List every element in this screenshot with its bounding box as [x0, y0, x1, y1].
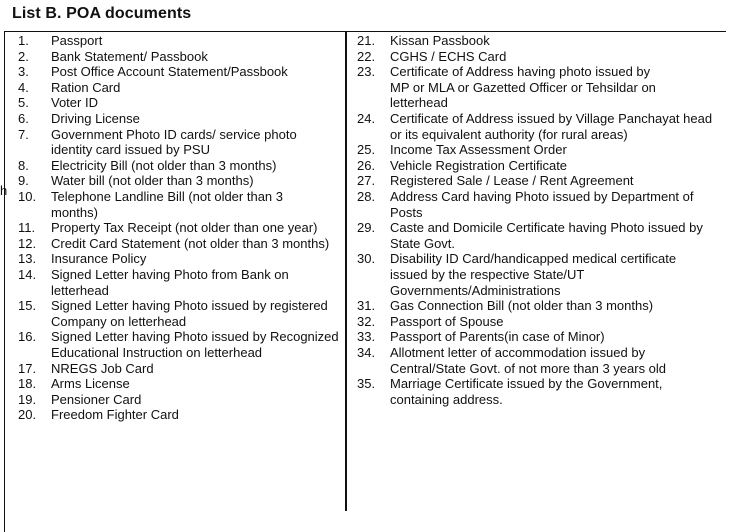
- item-text: [51, 158, 340, 174]
- item-text-line: Allotment letter of accommodation issued by: [390, 345, 646, 360]
- item-text: [51, 298, 340, 329]
- item-number: 25.: [357, 142, 376, 158]
- item-number: 3.: [18, 64, 29, 80]
- item-text-line: identity card issued by PSU: [51, 142, 210, 158]
- item-text-line: Caste and Domicile Certificate having Photo issued by: [390, 220, 703, 236]
- item-number: 34.: [357, 345, 376, 360]
- item-number: 35.: [357, 376, 376, 392]
- item-number: 2.: [18, 48, 29, 64]
- item-text-line: Ration Card: [51, 79, 121, 95]
- item-text: [390, 376, 707, 407]
- item-text-line: State Govt.: [390, 235, 456, 251]
- item-number: 33.: [357, 329, 376, 345]
- item-text: [390, 33, 707, 49]
- item-text-line: letterhead: [51, 282, 109, 298]
- item-text: [51, 407, 340, 423]
- item-text-line: Income Tax Assessment Order: [390, 142, 567, 158]
- item-text: [51, 111, 340, 127]
- item-text-line: Central/State Govt. of not more than 3 years old: [390, 360, 667, 376]
- item-number: 7.: [18, 126, 29, 142]
- item-text: [390, 49, 707, 65]
- item-text-line: Electricity Bill (not older than 3 months): [51, 157, 277, 173]
- item-number: 31.: [357, 298, 376, 314]
- item-text-line: Gas Connection Bill (not older than 3 months): [390, 298, 654, 314]
- item-text: [51, 236, 340, 252]
- item-text: [390, 64, 707, 111]
- item-text-line: Certificate of Address issued by Village Panchayat head: [390, 111, 713, 126]
- item-number: 9.: [18, 173, 29, 189]
- page-title: List B. POA documents: [12, 5, 192, 22]
- item-text: [51, 49, 340, 65]
- item-number: 11.: [18, 220, 36, 236]
- item-text: [51, 376, 340, 392]
- item-text-line: or its equivalent authority (for rural areas): [390, 126, 628, 142]
- item-text-line: Vehicle Registration Certificate: [390, 157, 568, 173]
- item-text-line: Insurance Policy: [51, 251, 147, 267]
- item-text-line: issued by the respective State/UT: [390, 266, 585, 282]
- item-text-line: Signed Letter having Photo issued by registered: [51, 298, 328, 314]
- item-number: 8.: [18, 157, 29, 173]
- item-number: 26.: [357, 157, 376, 173]
- item-number: 22.: [357, 48, 376, 64]
- item-text-line: months): [51, 204, 98, 220]
- item-text: [51, 361, 340, 377]
- item-text-line: Signed Letter having Photo from Bank on: [51, 267, 289, 282]
- item-number: 14.: [18, 267, 37, 282]
- item-text-line: Voter ID: [51, 95, 98, 111]
- item-number: 21.: [357, 33, 376, 48]
- item-text-line: Passport: [51, 33, 103, 48]
- item-number: 20.: [18, 407, 37, 423]
- item-text: [390, 345, 707, 376]
- item-text-line: CGHS / ECHS Card: [390, 48, 507, 64]
- item-text: [51, 95, 340, 111]
- item-text-line: Registered Sale / Lease / Rent Agreement: [390, 173, 634, 189]
- item-number: 6.: [18, 111, 29, 126]
- item-number: 5.: [18, 95, 29, 111]
- item-number: 24.: [357, 111, 376, 126]
- item-text-line: Post Office Account Statement/Passbook: [51, 64, 288, 80]
- item-number: 10.: [18, 189, 37, 204]
- item-text: [51, 80, 340, 96]
- item-number: 19.: [18, 391, 37, 407]
- item-text-line: Telephone Landline Bill (not older than 3: [51, 189, 284, 204]
- item-text-line: Posts: [390, 204, 423, 220]
- item-text-line: Signed Letter having Photo issued by Recognized: [51, 329, 339, 345]
- item-text: [390, 189, 707, 220]
- item-text-line: Government Photo ID cards/ service photo: [51, 126, 297, 142]
- item-number: 30.: [357, 251, 376, 267]
- item-text-line: Water bill (not older than 3 months): [51, 173, 254, 189]
- item-number: 15.: [18, 298, 37, 314]
- item-text-line: Freedom Fighter Card: [51, 407, 179, 423]
- item-number: 13.: [18, 251, 37, 267]
- item-text-line: Arms License: [51, 376, 130, 392]
- item-text-line: NREGS Job Card: [51, 360, 154, 376]
- item-number: 4.: [18, 79, 29, 95]
- item-number: 16.: [18, 329, 37, 345]
- item-text-line: containing address.: [390, 391, 503, 407]
- item-number: 1.: [18, 33, 29, 48]
- item-text: [51, 189, 340, 220]
- item-text-line: Marriage Certificate issued by the Government,: [390, 376, 663, 392]
- item-text: [51, 220, 340, 236]
- item-text-line: Disability ID Card/handicapped medical certificate: [390, 251, 677, 267]
- item-text: [51, 173, 340, 189]
- item-text: [390, 329, 707, 345]
- item-text: [390, 298, 707, 314]
- item-number: 17.: [18, 360, 37, 376]
- item-text-line: Company on letterhead: [51, 313, 187, 329]
- item-number: 12.: [18, 235, 37, 251]
- item-text: [390, 158, 707, 174]
- item-text: [51, 127, 340, 158]
- item-text-line: letterhead: [390, 95, 448, 111]
- item-text-line: Bank Statement/ Passbook: [51, 48, 208, 64]
- item-number: 23.: [357, 64, 376, 80]
- item-text-line: Driving License: [51, 111, 140, 126]
- item-text: [390, 314, 707, 330]
- item-text-line: Kissan Passbook: [390, 33, 490, 48]
- item-text: [51, 64, 340, 80]
- item-text: [51, 267, 340, 298]
- column-divider: [345, 31, 347, 511]
- item-text-line: Educational Instruction on letterhead: [51, 344, 263, 360]
- item-text: [390, 111, 713, 142]
- item-text: [390, 251, 707, 298]
- item-text-line: Governments/Administrations: [390, 282, 561, 298]
- cropped-edge-text: h: [0, 183, 8, 198]
- item-text-line: Pensioner Card: [51, 391, 142, 407]
- item-text-line: MP or MLA or Gazetted Officer or Tehsildar on: [390, 79, 656, 95]
- item-text: [51, 251, 340, 267]
- item-text: [390, 142, 707, 158]
- item-number: 28.: [357, 189, 376, 204]
- item-text: [51, 33, 340, 49]
- item-text: [390, 173, 707, 189]
- item-text: [51, 329, 340, 360]
- item-number: 18.: [18, 376, 37, 392]
- item-number: 32.: [357, 313, 376, 329]
- item-number: 29.: [357, 220, 376, 236]
- item-number: 27.: [357, 173, 376, 189]
- item-text: [51, 392, 340, 408]
- item-text-line: Address Card having Photo issued by Department of: [390, 189, 694, 204]
- item-text-line: Property Tax Receipt (not older than one year): [51, 220, 318, 236]
- item-text-line: Passport of Spouse: [390, 313, 504, 329]
- item-text: [390, 220, 707, 251]
- item-text-line: Passport of Parents(in case of Minor): [390, 329, 605, 345]
- item-text-line: Certificate of Address having photo issued by: [390, 64, 651, 80]
- item-text-line: Credit Card Statement (not older than 3 months): [51, 235, 330, 251]
